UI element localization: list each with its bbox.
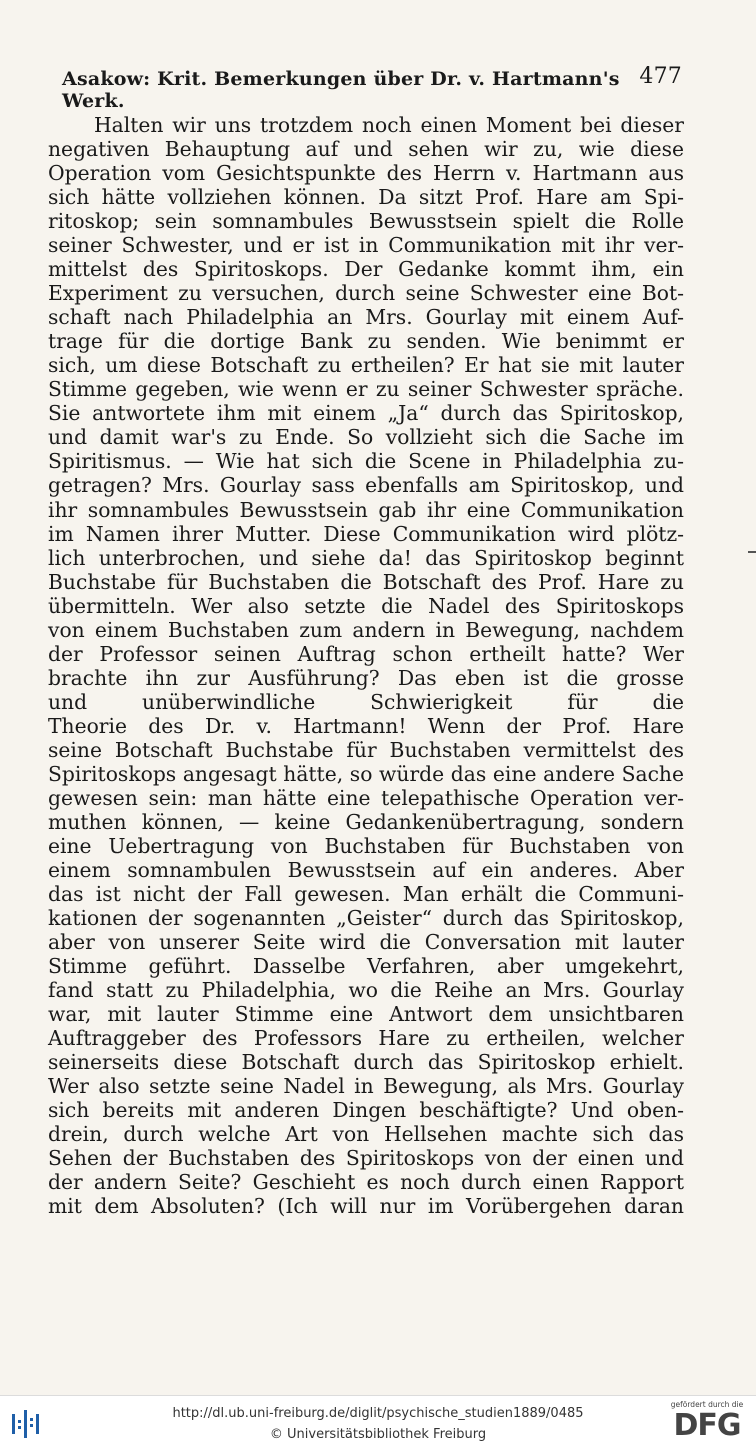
text-line: im Namen ihrer Mutter. Diese Communikation wird plötz- [48,521,684,546]
text-line: ihr somnambules Bewusstsein gab ihr eine Communikation [48,497,684,522]
copyright-notice: © Universitätsbibliothek Freiburg [269,1427,487,1442]
text-line: gewesen sein: man hätte eine telepathische Operation ver- [48,785,684,810]
dfg-sponsor [666,1400,748,1446]
text-line: fand statt zu Philadelphia, wo die Reihe an Mrs. Gourlay [48,978,684,1003]
text-line: Experiment zu versuchen, durch seine Schwester eine Bot- [48,281,684,306]
text-line: Buchstabe für Buchstaben die Botschaft des Prof. Hare zu [48,569,684,594]
text-line: war, mit lauter Stimme eine Antwort dem unsichtbaren [48,1002,684,1027]
permalink-url[interactable]: http://dl.ub.uni-freiburg.de/diglit/psychische_studien1889/0485 [172,1406,584,1421]
text-line: getragen? Mrs. Gourlay sass ebenfalls am Spiritoskop, und [48,473,684,498]
text-line: trage für die dortige Bank zu senden. Wie benimmt er [48,329,684,354]
text-line: schaft nach Philadelphia an Mrs. Gourlay mit einem Auf- [48,305,684,330]
sponsor-caption: gefördert durch die [670,1400,744,1409]
text-line: Spiritismus. — Wie hat sich die Scene in Philadelphia zu- [48,449,684,474]
text-line: aber von unserer Seite wird die Conversation mit lauter [48,930,684,955]
text-line: muthen können, — keine Gedankenübertragung, sondern [48,809,684,834]
text-line: einem somnambulen Bewusstsein auf ein anderes. Aber [48,857,684,882]
text-line: Stimme geführt. Dasselbe Verfahren, aber umgekehrt, [48,954,684,979]
text-line: seiner Schwester, und er ist in Communikation mit ihr ver- [48,233,684,258]
text-line: drein, durch welche Art von Hellsehen machte sich das [48,1122,684,1147]
text-line: der Professor seinen Auftrag schon ertheilt hatte? Wer [48,641,684,666]
text-line: Wer also setzte seine Nadel in Bewegung, als Mrs. Gourlay [48,1074,684,1099]
page-number: 477 [639,64,682,89]
viewer-footer [0,1395,756,1449]
text-line: ritoskop; sein somnambules Bewusstsein spielt die Rolle [48,209,684,234]
text-line: und unüberwindliche Schwierigkeit für die [48,689,684,714]
margin-mark [748,551,756,553]
body-text [48,113,684,1218]
page-header [62,64,682,112]
text-line: seine Botschaft Buchstabe für Buchstaben vermittelst des [48,737,684,762]
text-line: Spiritoskops angesagt hätte, so würde das eine andere Sache [48,761,684,786]
text-line: das ist nicht der Fall gewesen. Man erhält die Communi- [48,882,684,906]
text-line: mit dem Absoluten? (Ich will nur im Vorübergehen daran [48,1194,684,1219]
text-line: sich, um diese Botschaft zu ertheilen? Er hat sie mit lauter [48,353,684,378]
text-line: sich hätte vollziehen können. Da sitzt Prof. Hare am Spi- [48,185,684,210]
text-line: lich unterbrochen, und siehe da! das Spiritoskop beginnt [48,545,684,570]
text-line: Auftraggeber des Professors Hare zu ertheilen, welcher [48,1026,684,1051]
text-line: Stimme gegeben, wie wenn er zu seiner Schwester spräche. [48,377,684,402]
text-line: Operation vom Gesichtspunkte des Herrn v. Hartmann aus [48,161,684,186]
text-line: negativen Behauptung auf und sehen wir zu, wie diese [48,137,684,162]
dfg-logo: DFG [673,1408,741,1443]
text-line: kationen der sogenannten „Geister“ durch das Spiritoskop, [48,906,684,931]
text-line: Sie antwortete ihm mit einem „Ja“ durch das Spiritoskop, [48,401,684,426]
text-line: seinerseits diese Botschaft durch das Spiritoskop erhielt. [48,1050,684,1075]
text-line: der andern Seite? Geschieht es noch durch einen Rapport [48,1170,684,1195]
text-line: brachte ihn zur Ausführung? Das eben ist die grosse [48,665,684,690]
text-line: sich bereits mit anderen Dingen beschäftigte? Und oben- [48,1098,684,1123]
running-title: Asakow: Krit. Bemerkungen über Dr. v. Hartmann's Werk. [62,68,620,112]
text-line: mittelst des Spiritoskops. Der Gedanke kommt ihm, ein [48,257,684,282]
text-line: und damit war's zu Ende. So vollzieht sich die Sache im [48,425,684,450]
text-line: Halten wir uns trotzdem noch einen Moment bei dieser [94,113,684,137]
text-line: Theorie des Dr. v. Hartmann! Wenn der Prof. Hare [48,713,684,738]
text-line: übermitteln. Wer also setzte die Nadel des Spiritoskops [48,593,684,618]
text-line: von einem Buchstaben zum andern in Bewegung, nachdem [48,617,684,642]
text-line: Sehen der Buchstaben des Spiritoskops von der einen und [48,1146,684,1171]
text-line: eine Uebertragung von Buchstaben für Buchstaben von [48,833,684,858]
